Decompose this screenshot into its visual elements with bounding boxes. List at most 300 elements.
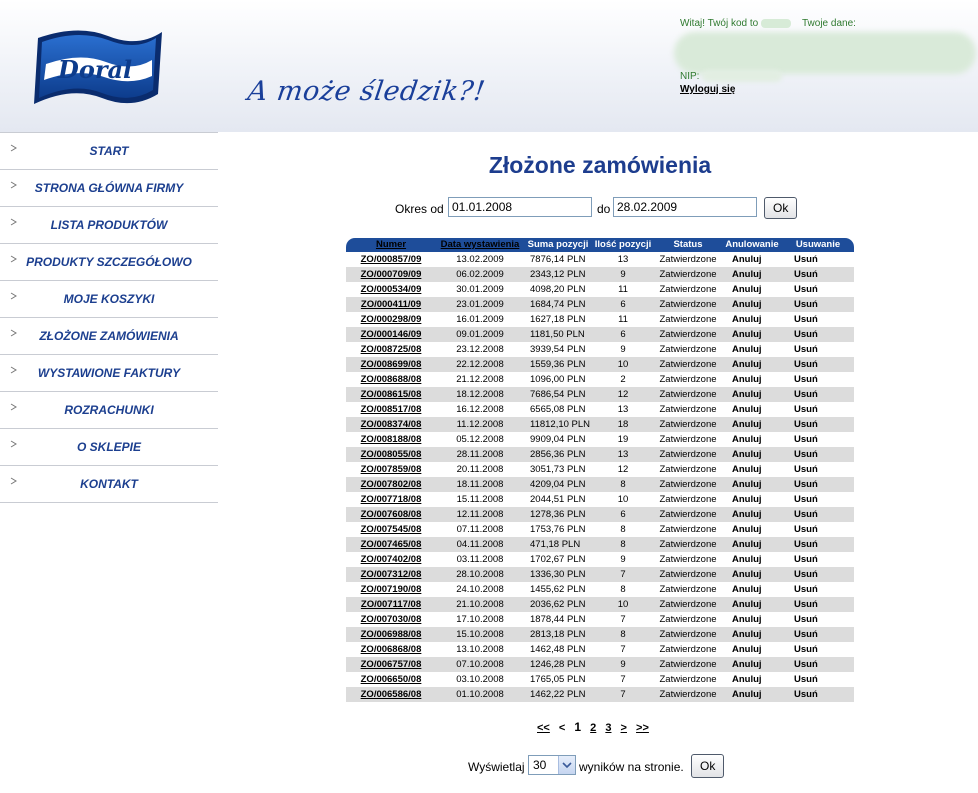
delete-link[interactable]: Usuń bbox=[794, 449, 818, 460]
order-number-link[interactable]: ZO/007802/08 bbox=[360, 479, 422, 490]
bullet-arrow-icon bbox=[10, 477, 18, 485]
order-total: 9909,04 PLN bbox=[530, 434, 586, 445]
item-count: 9 bbox=[620, 269, 626, 280]
order-status: Zatwierdzone bbox=[659, 359, 717, 370]
table-row bbox=[346, 252, 854, 267]
table-row bbox=[346, 327, 854, 342]
date-to-input[interactable] bbox=[613, 197, 757, 217]
delete-link[interactable]: Usuń bbox=[794, 554, 818, 565]
item-count: 9 bbox=[620, 554, 626, 565]
order-number-link[interactable]: ZO/006988/08 bbox=[360, 629, 422, 640]
welcome-text bbox=[680, 18, 791, 29]
page-1-current: 1 bbox=[574, 720, 582, 734]
order-status: Zatwierdzone bbox=[659, 419, 717, 430]
item-count: 12 bbox=[617, 464, 629, 475]
item-count: 6 bbox=[620, 299, 626, 310]
delete-link[interactable]: Usuń bbox=[794, 674, 818, 685]
page-2-link[interactable]: 2 bbox=[590, 722, 597, 734]
orders-table bbox=[346, 238, 854, 702]
order-number-link[interactable]: ZO/006650/08 bbox=[360, 674, 422, 685]
cancel-link[interactable]: Anuluj bbox=[732, 629, 762, 640]
delete-link[interactable]: Usuń bbox=[794, 344, 818, 355]
cancel-link[interactable]: Anuluj bbox=[732, 689, 762, 700]
bullet-arrow-icon bbox=[10, 292, 18, 300]
order-number-link[interactable]: ZO/007608/08 bbox=[360, 509, 422, 520]
issue-date: 21.10.2008 bbox=[456, 599, 504, 610]
issue-date: 23.01.2009 bbox=[456, 299, 504, 310]
order-total: 7876,14 PLN bbox=[530, 254, 586, 265]
order-status: Zatwierdzone bbox=[659, 659, 717, 670]
date-to-label: do bbox=[597, 202, 611, 216]
issue-date: 18.11.2008 bbox=[456, 479, 504, 490]
issue-date: 22.12.2008 bbox=[456, 359, 504, 370]
cancel-link[interactable]: Anuluj bbox=[732, 554, 762, 565]
delete-link[interactable]: Usuń bbox=[794, 389, 818, 400]
order-number-link[interactable]: ZO/007465/08 bbox=[360, 539, 422, 550]
redacted-nip bbox=[702, 70, 782, 82]
issue-date: 15.11.2008 bbox=[456, 494, 504, 505]
order-number-link[interactable]: ZO/007030/08 bbox=[360, 614, 422, 625]
item-count: 11 bbox=[618, 284, 628, 295]
order-total: 1455,62 PLN bbox=[530, 584, 586, 595]
sidebar-item-settlements[interactable] bbox=[0, 392, 218, 429]
order-number-link[interactable]: ZO/008725/08 bbox=[360, 344, 422, 355]
sidebar-item-product-details[interactable] bbox=[0, 244, 218, 281]
issue-date: 09.01.2009 bbox=[456, 329, 504, 340]
delete-link[interactable]: Usuń bbox=[794, 419, 818, 430]
cancel-link[interactable]: Anuluj bbox=[732, 449, 762, 460]
item-count: 13 bbox=[617, 254, 629, 265]
cancel-link[interactable]: Anuluj bbox=[732, 299, 762, 310]
per-page-value: 30 bbox=[533, 758, 547, 772]
order-total: 1684,74 PLN bbox=[530, 299, 586, 310]
order-status: Zatwierdzone bbox=[659, 569, 717, 580]
issue-date: 15.10.2008 bbox=[456, 629, 504, 640]
delete-link[interactable]: Usuń bbox=[794, 434, 818, 445]
header-status: Status bbox=[673, 239, 703, 250]
cancel-link[interactable]: Anuluj bbox=[732, 509, 762, 520]
table-row bbox=[346, 687, 854, 702]
bullet-arrow-icon bbox=[10, 329, 18, 337]
sidebar-item-product-list[interactable] bbox=[0, 207, 218, 244]
sidebar-item-company-home[interactable] bbox=[0, 170, 218, 207]
issue-date: 07.10.2008 bbox=[456, 659, 504, 670]
table-row bbox=[346, 567, 854, 582]
item-count: 2 bbox=[620, 374, 626, 385]
cancel-link[interactable]: Anuluj bbox=[732, 494, 762, 505]
delete-link[interactable]: Usuń bbox=[794, 269, 818, 280]
table-row bbox=[346, 582, 854, 597]
sidebar-item-my-carts[interactable] bbox=[0, 281, 218, 318]
order-status: Zatwierdzone bbox=[659, 269, 717, 280]
redacted-code bbox=[761, 19, 791, 28]
delete-link[interactable]: Usuń bbox=[794, 314, 818, 325]
table-row bbox=[346, 387, 854, 402]
table-header bbox=[346, 238, 854, 252]
issue-date: 17.10.2008 bbox=[456, 614, 504, 625]
order-total: 7686,54 PLN bbox=[530, 389, 586, 400]
order-number-link[interactable]: ZO/008188/08 bbox=[360, 434, 422, 445]
issue-date: 07.11.2008 bbox=[456, 524, 504, 535]
order-status: Zatwierdzone bbox=[659, 389, 717, 400]
order-status: Zatwierdzone bbox=[659, 629, 717, 640]
sidebar-item-contact[interactable] bbox=[0, 466, 218, 503]
table-row bbox=[346, 597, 854, 612]
table-row bbox=[346, 417, 854, 432]
order-status: Zatwierdzone bbox=[659, 344, 717, 355]
sidebar-item-start[interactable] bbox=[0, 132, 218, 170]
order-status: Zatwierdzone bbox=[659, 299, 717, 310]
order-number-link[interactable]: ZO/007117/08 bbox=[360, 599, 422, 610]
table-row bbox=[346, 342, 854, 357]
order-status: Zatwierdzone bbox=[659, 434, 717, 445]
item-count: 13 bbox=[617, 404, 629, 415]
delete-link[interactable]: Usuń bbox=[794, 404, 818, 415]
delete-link[interactable]: Usuń bbox=[794, 659, 818, 670]
issue-date: 04.11.2008 bbox=[456, 539, 504, 550]
order-number-link[interactable]: ZO/007859/08 bbox=[360, 464, 422, 475]
item-count: 13 bbox=[617, 449, 629, 460]
order-total: 2813,18 PLN bbox=[530, 629, 586, 640]
cancel-link[interactable]: Anuluj bbox=[732, 284, 762, 295]
order-status: Zatwierdzone bbox=[659, 314, 717, 325]
cancel-link[interactable]: Anuluj bbox=[732, 659, 762, 670]
cancel-link[interactable]: Anuluj bbox=[732, 599, 762, 610]
delete-link[interactable]: Usuń bbox=[794, 299, 818, 310]
order-number-link[interactable]: ZO/006868/08 bbox=[360, 644, 422, 655]
cancel-link[interactable]: Anuluj bbox=[732, 374, 762, 385]
table-row bbox=[346, 447, 854, 462]
bullet-arrow-icon bbox=[10, 366, 18, 374]
cancel-link[interactable]: Anuluj bbox=[732, 254, 762, 265]
bullet-arrow-icon bbox=[10, 144, 18, 152]
table-body bbox=[346, 252, 854, 702]
issue-date: 13.10.2008 bbox=[456, 644, 504, 655]
order-total: 471,18 PLN bbox=[530, 539, 581, 550]
per-page-select[interactable] bbox=[528, 755, 576, 775]
order-status: Zatwierdzone bbox=[659, 584, 717, 595]
order-number-link[interactable]: ZO/008374/08 bbox=[360, 419, 422, 430]
order-status: Zatwierdzone bbox=[659, 644, 717, 655]
delete-link[interactable]: Usuń bbox=[794, 524, 818, 535]
sidebar-item-orders[interactable] bbox=[0, 318, 218, 355]
issue-date: 30.01.2009 bbox=[456, 284, 504, 295]
order-status: Zatwierdzone bbox=[659, 674, 717, 685]
issue-date: 21.12.2008 bbox=[456, 374, 504, 385]
order-status: Zatwierdzone bbox=[659, 614, 717, 625]
order-number-link[interactable]: ZO/008699/08 bbox=[360, 359, 422, 370]
order-total: 1181,50 PLN bbox=[530, 329, 585, 340]
issue-date: 13.02.2009 bbox=[456, 254, 504, 265]
prev-page-link[interactable]: < bbox=[558, 722, 566, 734]
order-number-link[interactable]: ZO/006586/08 bbox=[360, 689, 422, 700]
issue-date: 16.01.2009 bbox=[456, 314, 504, 325]
table-row bbox=[346, 372, 854, 387]
order-total: 1278,36 PLN bbox=[530, 509, 586, 520]
cancel-link[interactable]: Anuluj bbox=[732, 269, 762, 280]
table-row bbox=[346, 612, 854, 627]
table-row bbox=[346, 507, 854, 522]
table-row bbox=[346, 477, 854, 492]
delete-link[interactable]: Usuń bbox=[794, 584, 818, 595]
table-row bbox=[346, 552, 854, 567]
delete-link[interactable]: Usuń bbox=[794, 614, 818, 625]
order-total: 1878,44 PLN bbox=[530, 614, 586, 625]
logout-link[interactable]: Wyloguj się bbox=[680, 84, 736, 95]
first-page-link[interactable]: << bbox=[537, 722, 550, 734]
chevron-down-icon[interactable] bbox=[558, 756, 575, 774]
table-row bbox=[346, 657, 854, 672]
order-number-link[interactable]: ZO/007718/08 bbox=[360, 494, 422, 505]
delete-link[interactable]: Usuń bbox=[794, 374, 818, 385]
order-total: 1462,22 PLN bbox=[530, 689, 586, 700]
sidebar-item-label: PRODUKTY SZCZEGÓŁOWO bbox=[26, 255, 192, 269]
order-total: 1462,48 PLN bbox=[530, 644, 586, 655]
cancel-link[interactable]: Anuluj bbox=[732, 404, 762, 415]
issue-date: 28.11.2008 bbox=[456, 449, 504, 460]
delete-link[interactable]: Usuń bbox=[794, 689, 818, 700]
per-page-ok-button[interactable]: Ok bbox=[691, 754, 724, 778]
date-from-label: Okres od bbox=[395, 202, 444, 216]
order-status: Zatwierdzone bbox=[659, 374, 717, 385]
header-cancel: Anulowanie bbox=[725, 239, 779, 250]
table-row bbox=[346, 312, 854, 327]
sidebar-item-label: STRONA GŁÓWNA FIRMY bbox=[34, 181, 184, 195]
order-total: 3939,54 PLN bbox=[530, 344, 586, 355]
order-total: 1559,36 PLN bbox=[530, 359, 586, 370]
delete-link[interactable]: Usuń bbox=[794, 464, 818, 475]
order-number-link[interactable]: ZO/000146/09 bbox=[360, 329, 422, 340]
delete-link[interactable]: Usuń bbox=[794, 479, 818, 490]
order-total: 6565,08 PLN bbox=[530, 404, 586, 415]
issue-date: 18.12.2008 bbox=[456, 389, 504, 400]
table-row bbox=[346, 492, 854, 507]
order-status: Zatwierdzone bbox=[659, 329, 717, 340]
bullet-arrow-icon bbox=[10, 181, 18, 189]
delete-link[interactable]: Usuń bbox=[794, 329, 818, 340]
sidebar-item-label: WYSTAWIONE FAKTURY bbox=[37, 366, 181, 380]
cancel-link[interactable]: Anuluj bbox=[732, 644, 762, 655]
order-total: 1627,18 PLN bbox=[530, 314, 586, 325]
order-status: Zatwierdzone bbox=[659, 599, 717, 610]
delete-link[interactable]: Usuń bbox=[794, 509, 818, 520]
header-issue-date[interactable]: Data wystawienia bbox=[440, 239, 520, 250]
date-from-input[interactable] bbox=[448, 197, 592, 217]
issue-date: 03.10.2008 bbox=[456, 674, 504, 685]
delete-link[interactable]: Usuń bbox=[794, 644, 818, 655]
order-total: 1246,28 PLN bbox=[530, 659, 586, 670]
sidebar-item-label: ZŁOŻONE ZAMÓWIENIA bbox=[39, 329, 179, 343]
order-total: 2036,62 PLN bbox=[530, 599, 586, 610]
item-count: 19 bbox=[617, 434, 629, 445]
header-total: Suma pozycji bbox=[527, 239, 589, 250]
order-status: Zatwierdzone bbox=[659, 509, 717, 520]
table-row bbox=[346, 537, 854, 552]
delete-link[interactable]: Usuń bbox=[794, 599, 818, 610]
issue-date: 06.02.2009 bbox=[456, 269, 504, 280]
cancel-link[interactable]: Anuluj bbox=[732, 419, 762, 430]
delete-link[interactable]: Usuń bbox=[794, 629, 818, 640]
cancel-link[interactable]: Anuluj bbox=[732, 569, 762, 580]
next-page-link[interactable]: > bbox=[620, 722, 627, 734]
sidebar-item-invoices[interactable] bbox=[0, 355, 218, 392]
cancel-link[interactable]: Anuluj bbox=[732, 344, 762, 355]
cancel-link[interactable]: Anuluj bbox=[732, 329, 762, 340]
cancel-link[interactable]: Anuluj bbox=[732, 479, 762, 490]
item-count: 7 bbox=[620, 569, 626, 580]
cancel-link[interactable]: Anuluj bbox=[732, 434, 762, 445]
order-total: 1336,30 PLN bbox=[530, 569, 586, 580]
order-total: 1096,00 PLN bbox=[530, 374, 586, 385]
issue-date: 11.12.2008 bbox=[456, 419, 504, 430]
pagination bbox=[537, 720, 655, 734]
delete-link[interactable]: Usuń bbox=[794, 254, 818, 265]
order-number-link[interactable]: ZO/007312/08 bbox=[360, 569, 422, 580]
order-status: Zatwierdzone bbox=[659, 554, 717, 565]
table-row bbox=[346, 462, 854, 477]
per-page-label-after: wyników na stronie. bbox=[579, 760, 684, 774]
order-total: 1765,05 PLN bbox=[530, 674, 586, 685]
cancel-link[interactable]: Anuluj bbox=[732, 674, 762, 685]
order-total: 2044,51 PLN bbox=[530, 494, 586, 505]
issue-date: 16.12.2008 bbox=[456, 404, 504, 415]
item-count: 7 bbox=[620, 644, 626, 655]
page-title: Złożone zamówienia bbox=[488, 152, 712, 178]
sidebar-item-about[interactable] bbox=[0, 429, 218, 466]
page-header bbox=[0, 0, 978, 132]
header-number[interactable]: Numer bbox=[375, 239, 407, 250]
doral-logo[interactable] bbox=[28, 20, 168, 116]
order-total: 4209,04 PLN bbox=[530, 479, 586, 490]
issue-date: 05.12.2008 bbox=[456, 434, 504, 445]
user-info-box bbox=[680, 18, 978, 98]
order-number-link[interactable]: ZO/006757/08 bbox=[360, 659, 422, 670]
your-data-label: Twoje dane: bbox=[802, 18, 856, 29]
period-ok-button[interactable]: Ok bbox=[764, 197, 797, 219]
header-delete: Usuwanie bbox=[795, 239, 841, 250]
table-row bbox=[346, 297, 854, 312]
cancel-link[interactable]: Anuluj bbox=[732, 314, 762, 325]
delete-link[interactable]: Usuń bbox=[794, 359, 818, 370]
order-status: Zatwierdzone bbox=[659, 494, 717, 505]
order-number-link[interactable]: ZO/007545/08 bbox=[360, 524, 422, 535]
order-number-link[interactable]: ZO/007402/08 bbox=[360, 554, 422, 565]
item-count: 7 bbox=[620, 689, 626, 700]
bullet-arrow-icon bbox=[10, 440, 18, 448]
order-number-link[interactable]: ZO/008688/08 bbox=[360, 374, 422, 385]
issue-date: 24.10.2008 bbox=[456, 584, 504, 595]
item-count: 10 bbox=[617, 359, 629, 370]
issue-date: 20.11.2008 bbox=[456, 464, 504, 475]
redacted-user-data bbox=[674, 32, 976, 74]
order-total: 1702,67 PLN bbox=[530, 554, 586, 565]
table-row bbox=[346, 282, 854, 297]
cancel-link[interactable]: Anuluj bbox=[732, 584, 762, 595]
item-count: 12 bbox=[617, 389, 629, 400]
table-row bbox=[346, 432, 854, 447]
item-count: 7 bbox=[620, 674, 626, 685]
bullet-arrow-icon bbox=[10, 218, 18, 226]
table-row bbox=[346, 267, 854, 282]
table-row bbox=[346, 402, 854, 417]
order-number-link[interactable]: ZO/008517/08 bbox=[360, 404, 422, 415]
order-status: Zatwierdzone bbox=[659, 404, 717, 415]
cancel-link[interactable]: Anuluj bbox=[732, 464, 762, 475]
cancel-link[interactable]: Anuluj bbox=[732, 539, 762, 550]
item-count: 8 bbox=[620, 539, 626, 550]
item-count: 7 bbox=[620, 614, 626, 625]
slogan: A może śledzik?! bbox=[245, 76, 488, 107]
order-number-link[interactable]: ZO/008615/08 bbox=[360, 389, 422, 400]
sidebar-item-label: MOJE KOSZYKI bbox=[63, 292, 155, 306]
sidebar-item-label: ROZRACHUNKI bbox=[64, 403, 154, 417]
item-count: 6 bbox=[620, 329, 626, 340]
delete-link[interactable]: Usuń bbox=[794, 569, 818, 580]
table-row bbox=[346, 522, 854, 537]
order-number-link[interactable]: ZO/000857/09 bbox=[360, 254, 422, 265]
order-status: Zatwierdzone bbox=[659, 464, 717, 475]
sidebar-item-label: START bbox=[89, 144, 129, 158]
order-total: 11812,10 PLN bbox=[530, 419, 591, 430]
order-status: Zatwierdzone bbox=[659, 254, 717, 265]
order-status: Zatwierdzone bbox=[659, 479, 717, 490]
order-number-link[interactable]: ZO/007190/08 bbox=[360, 584, 422, 595]
cancel-link[interactable]: Anuluj bbox=[732, 389, 762, 400]
per-page-label-before: Wyświetlaj bbox=[468, 760, 525, 774]
sidebar-item-label: O SKLEPIE bbox=[76, 440, 141, 454]
welcome-label: Witaj! Twój kod to bbox=[680, 18, 759, 29]
logo-text: Doral bbox=[58, 55, 133, 84]
item-count: 6 bbox=[620, 509, 626, 520]
order-number-link[interactable]: ZO/000709/09 bbox=[360, 269, 422, 280]
item-count: 8 bbox=[620, 479, 626, 490]
sidebar-item-label: KONTAKT bbox=[80, 477, 138, 491]
table-row bbox=[346, 627, 854, 642]
item-count: 11 bbox=[618, 314, 628, 325]
delete-link[interactable]: Usuń bbox=[794, 539, 818, 550]
order-number-link[interactable]: ZO/008055/08 bbox=[360, 449, 422, 460]
issue-date: 12.11.2008 bbox=[456, 509, 504, 520]
issue-date: 03.11.2008 bbox=[456, 554, 504, 565]
delete-link[interactable]: Usuń bbox=[794, 494, 818, 505]
order-number-link[interactable]: ZO/000411/09 bbox=[360, 299, 422, 310]
table-row bbox=[346, 642, 854, 657]
cancel-link[interactable]: Anuluj bbox=[732, 614, 762, 625]
page-3-link[interactable]: 3 bbox=[605, 722, 612, 734]
last-page-link[interactable]: >> bbox=[636, 722, 649, 734]
order-status: Zatwierdzone bbox=[659, 284, 717, 295]
cancel-link[interactable]: Anuluj bbox=[732, 359, 762, 370]
issue-date: 23.12.2008 bbox=[456, 344, 504, 355]
sidebar-nav bbox=[0, 132, 218, 503]
order-number-link[interactable]: ZO/000298/09 bbox=[360, 314, 422, 325]
order-status: Zatwierdzone bbox=[659, 524, 717, 535]
item-count: 10 bbox=[617, 494, 629, 505]
table-row bbox=[346, 672, 854, 687]
bullet-arrow-icon bbox=[10, 403, 18, 411]
item-count: 8 bbox=[620, 629, 626, 640]
order-total: 1753,76 PLN bbox=[530, 524, 586, 535]
issue-date: 01.10.2008 bbox=[456, 689, 504, 700]
order-number-link[interactable]: ZO/000534/09 bbox=[360, 284, 422, 295]
header-item-count: Ilość pozycji bbox=[594, 239, 652, 250]
order-total: 4098,20 PLN bbox=[530, 284, 586, 295]
item-count: 8 bbox=[620, 524, 626, 535]
cancel-link[interactable]: Anuluj bbox=[732, 524, 762, 535]
delete-link[interactable]: Usuń bbox=[794, 284, 818, 295]
nip-label: NIP: bbox=[680, 71, 700, 82]
item-count: 9 bbox=[620, 659, 626, 670]
